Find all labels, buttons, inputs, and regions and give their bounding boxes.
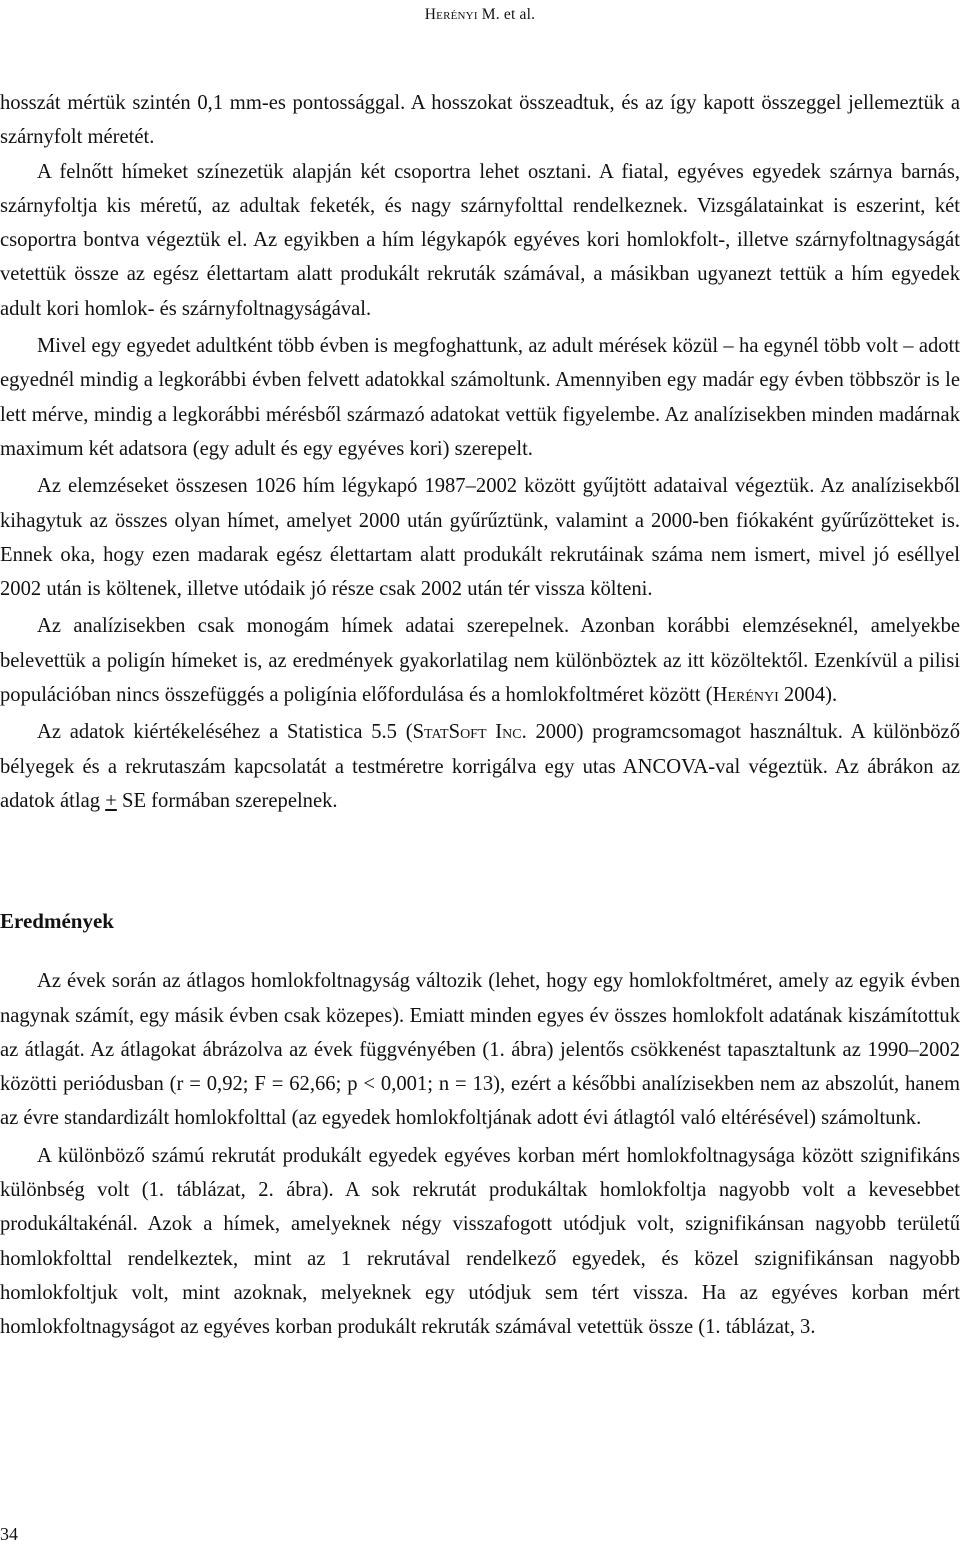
paragraph-adult-measurements: Mivel egy egyedet adultként több évben is megfoghattunk, az adult mérések közül – ha egynél több volt – adott egyednél mindig a legkorábbi évben felvett adatokkal számoltunk. Amennyiben egy madár egy évben többször is le lett mérve, mindig a legkorábbi mérésből származó adatokat vettük figyelembe. Az analízisekben minden madárnak maximum két adatsora (egy adult és egy egyéves kori) szerepelt. xyxy=(0,335,960,460)
running-head-author-lead: H xyxy=(424,6,437,23)
citation-lead: H xyxy=(712,684,728,707)
paragraph-monogamous-text: Az analízisekben csak monogám hímek adatai szerepelnek. Azonban korábbi elemzéseknél, amelyekbe belevettük a poligín hímeket is, az eredmények gyakorlatilag nem különböztek az itt közöltektől. Ezenkívül a pilisi populációban nincs összefüggés a poligínia előfordulása és a homlokfoltméret között ( xyxy=(0,615,960,707)
section-heading-results: Eredmények xyxy=(0,909,114,934)
page-number: 34 xyxy=(0,1524,18,1544)
article-body xyxy=(0,86,960,1345)
software-name-part-3: nc xyxy=(502,721,522,744)
paragraph-dataset: Az elemzéseket összesen 1026 hím légykapó 1987–2002 között gyűjtött adataival végeztük. Az analízisekből kihagytuk az összes olyan hímet, amelyet 2000 után gyűrűztünk, valamint a 2000-ben fiókaként gyűrűzötteket is. Ennek oka, hogy ezen madarak egész élettartam alatt produkált rekrutáinak száma nem ismert, mivel jó eséllyel 2002 után is költenek, illetve utódaik jó része csak 2002 után tér vissza költeni. xyxy=(0,475,960,601)
paragraph-statistics-text-2: . 2000) programcsomagot használtuk. A különböző bélyegek és a rekrutaszám kapcsolatát a testméretre korrigálva egy utas ANCOVA-val végeztük. Az ábrákon az adatok átlag xyxy=(0,721,960,812)
software-name-lead-1: S xyxy=(412,721,425,744)
citation-year: 2004). xyxy=(778,684,838,707)
paragraph-monogamous xyxy=(0,609,960,712)
paragraph-statistics-text-3: SE formában szerepelnek. xyxy=(116,789,338,812)
paragraph-male-groups: A felnőtt hímeket színezetük alapján két csoportra lehet osztani. A fiatal, egyéves egyedek szárnya barnás, szárnyfoltja kis méretű, az adultak feketék, és nagy szárnyfolttal rendelkeznek. Vizsgálatainkat is eszerint, két csoportra bontva végeztük el. Az egyikben a hím légykapók egyéves kori homlokfolt-, illetve szárnyfoltnagyságát vetettük össze az egész élettartam alatt produkált rekruták számával, a másikban ugyanezt tettük a hím egyedek adult kori homlok- és szárnyfoltnagyságával. xyxy=(0,160,960,320)
software-name-lead-2: S xyxy=(448,721,461,744)
software-name-part-1: tat xyxy=(424,721,449,744)
plus-minus-symbol: + xyxy=(105,789,117,812)
citation-author: erényi xyxy=(727,684,779,707)
running-head xyxy=(0,6,960,24)
paragraph-statistics xyxy=(0,715,960,818)
paragraph-continued: hosszát mértük szintén 0,1 mm-es pontossággal. A hosszokat összeadtuk, és az így kapott összeggel jellemeztük a szárnyfolt méretét. xyxy=(0,92,960,149)
software-name-part-2: oft xyxy=(460,721,487,744)
paragraph-results-1: Az évek során az átlagos homlokfoltnagyság változik (lehet, hogy egy homlokfoltméret, amely az egyik évben nagynak számít, egy másik évben csak közepes). Emiatt minden egyes év összes homlokfolt adatának kiszámítottuk az átlagát. Az átlagokat ábrázolva az évek függvényében (1. ábra) jelentős csökkenést tapasztaltunk az 1990–2002 közötti periódusban (r = 0,92; F = 62,66; p < 0,001; n = 13), ezért a későbbi analízisekben nem az abszolút, hanem az évre standardizált homlokfolttal (az egyedek homlokfoltjának adott évi átlagtól való eltérésével) számoltunk. xyxy=(0,970,960,1130)
paragraph-statistics-text: Az adatok kiértékeléséhez a Statistica 5.5 ( xyxy=(37,721,413,744)
paragraph-results-2: A különböző számú rekrutát produkált egyedek egyéves korban mért homlokfoltnagysága között szignifikáns különbség volt (1. táblázat, 2. ábra). A sok rekrutát produkáltak homlokfoltja nagyobb volt a kevesebbet produkáltakénál. Azok a hímek, amelyeknek négy visszafogott utódjuk volt, szignifikánsan nagyobb területű homlokfolttal rendelkeztek, mint az 1 rekrutával rendelkező egyedek, és közel szignifikánsan nagyobb homlokfoltjuk volt, mint azoknak, melyeknek egy utódjuk sem tért vissza. Ha az egyéves korban mért homlokfoltnagyságot az egyéves korban produkált rekruták számával vetettük össze (1. táblázat, 3. xyxy=(0,1144,960,1339)
software-name-lead-3: I xyxy=(486,721,503,744)
running-head-author-suffix: M. et al. xyxy=(481,6,536,23)
running-head-author-name: erényi xyxy=(436,6,478,23)
